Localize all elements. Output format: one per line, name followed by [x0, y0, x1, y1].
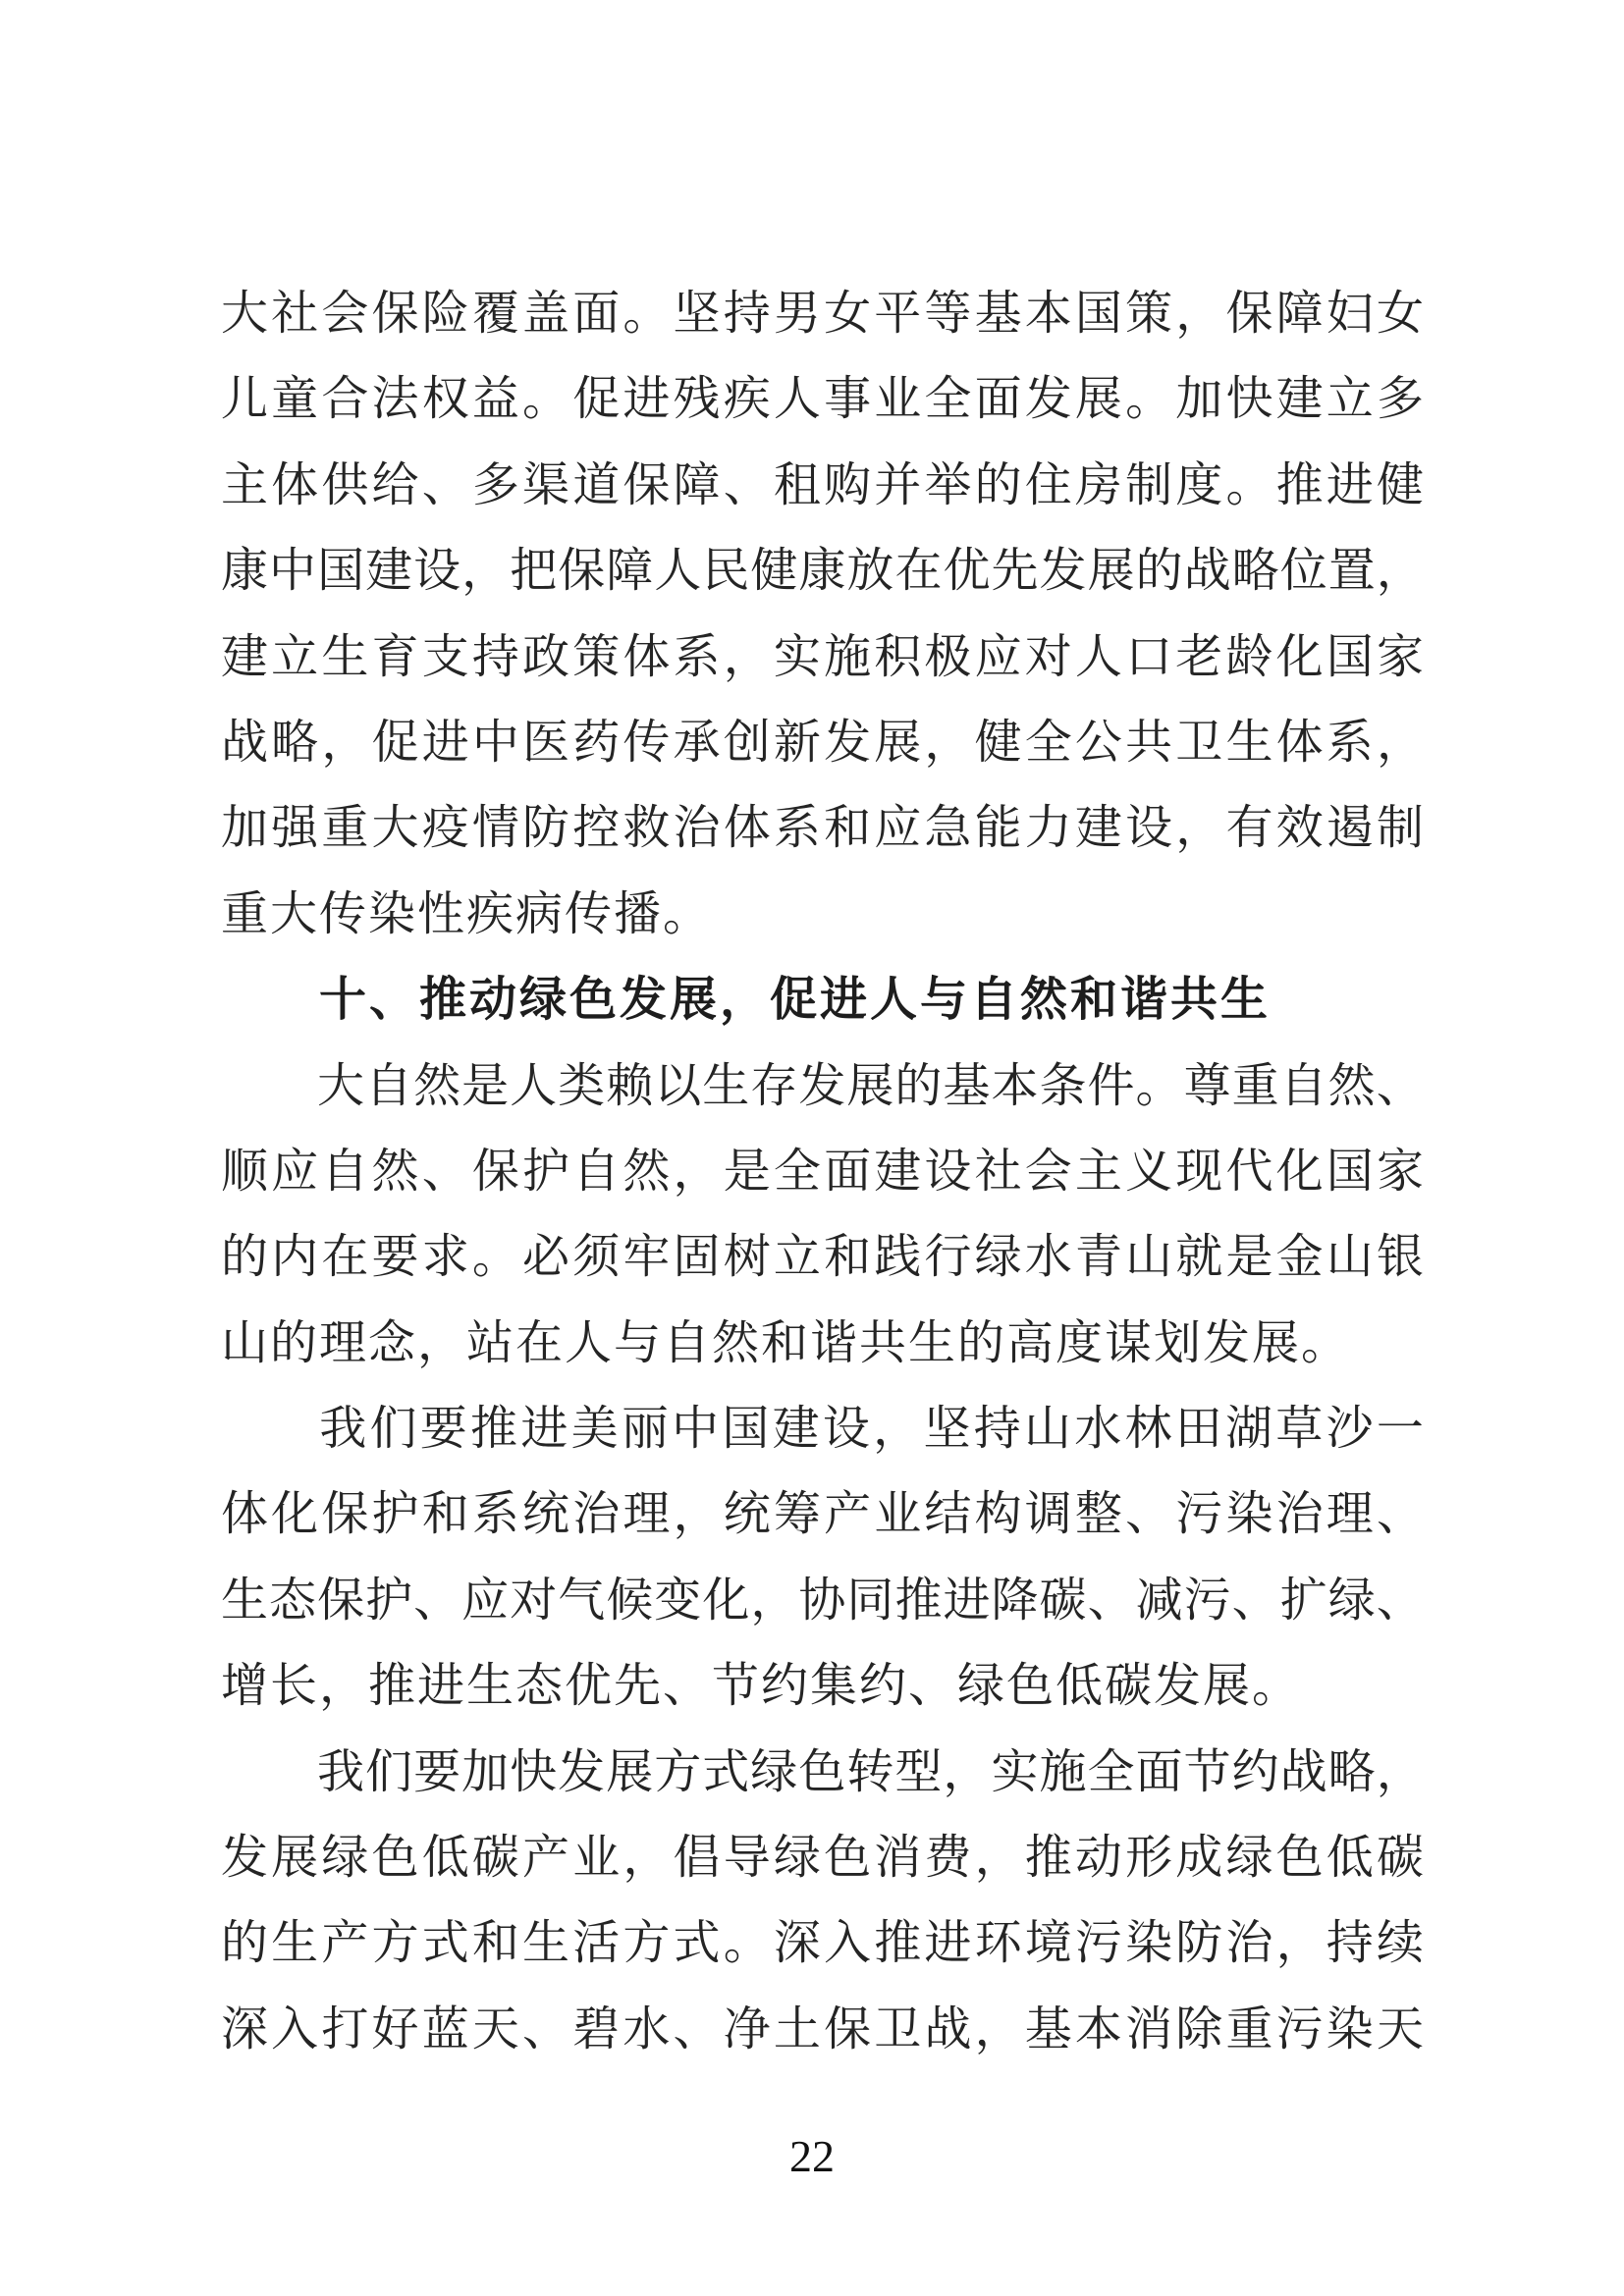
- text-line: 加 强 重 大 疫 情 防 控 救 治 体 系 和 应 急 能 力 建 设 ， 有 效 遏 制: [221, 802, 1424, 855]
- text-line: 体 化 保 护 和 系 统 治 理 ， 统 筹 产 业 结 构 调 整 、 污 染 治 理 、: [221, 1488, 1424, 1541]
- text-line: 顺 应 自 然 、 保 护 自 然 ， 是 全 面 建 设 社 会 主 义 现 代 化 国 家: [221, 1145, 1424, 1198]
- text-line: 的 内 在 要 求 。 必 须 牢 固 树 立 和 践 行 绿 水 青 山 就 是 金 山 银: [221, 1231, 1424, 1284]
- text-line: 生 态 保 护 、 应 对 气 候 变 化 ， 协 同 推 进 降 碳 、 减 污 、 扩 绿 、: [221, 1574, 1424, 1627]
- text-line: 增长，推进生态优先、节约集约、绿色低碳发展。: [221, 1660, 1302, 1713]
- text-line: 深 入 打 好 蓝 天 、 碧 水 、 净 土 保 卫 战 ， 基 本 消 除 重 污 染 天: [221, 2002, 1424, 2056]
- text-area: [221, 287, 1424, 2088]
- text-line: 大 自 然 是 人 类 赖 以 生 存 发 展 的 基 本 条 件 。 尊 重 自 然 、: [317, 1059, 1424, 1112]
- text-line: 的 生 产 方 式 和 生 活 方 式 。 深 入 推 进 环 境 污 染 防 治 ， 持 续: [221, 1917, 1424, 1970]
- text-line: 建 立 生 育 支 持 政 策 体 系 ， 实 施 积 极 应 对 人 口 老 龄 化 国 家: [221, 630, 1424, 683]
- section-heading: 十、推动绿色发展，促进人与自然和谐共生: [319, 974, 1272, 1027]
- text-line: 大 社 会 保 险 覆 盖 面 。 坚 持 男 女 平 等 基 本 国 策 ， 保 障 妇 女: [221, 288, 1424, 340]
- text-line: 主 体 供 给 、 多 渠 道 保 障 、 租 购 并 举 的 住 房 制 度 。 推 进 健: [221, 458, 1424, 511]
- text-line: 发 展 绿 色 低 碳 产 业 ， 倡 导 绿 色 消 费 ， 推 动 形 成 绿 色 低 碳: [221, 1832, 1424, 1885]
- text-line: 康 中 国 建 设 ， 把 保 障 人 民 健 康 放 在 优 先 发 展 的 战 略 位 置 ，: [221, 545, 1424, 598]
- page-number: 22: [789, 2131, 835, 2181]
- text-line: 重大传染性疾病传播。: [221, 887, 713, 940]
- text-line: 山的理念，站在人与自然和谐共生的高度谋划发展。: [221, 1316, 1351, 1369]
- text-line: 我 们 要 加 快 发 展 方 式 绿 色 转 型 ， 实 施 全 面 节 约 战 略 ，: [317, 1745, 1424, 1798]
- text-line: 战 略 ， 促 进 中 医 药 传 承 创 新 发 展 ， 健 全 公 共 卫 生 体 系 ，: [221, 716, 1424, 769]
- text-line: 我 们 要 推 进 美 丽 中 国 建 设 ， 坚 持 山 水 林 田 湖 草 沙 一: [319, 1403, 1424, 1456]
- text-line: 儿 童 合 法 权 益 。 促 进 残 疾 人 事 业 全 面 发 展 。 加 快 建 立 多: [221, 373, 1424, 426]
